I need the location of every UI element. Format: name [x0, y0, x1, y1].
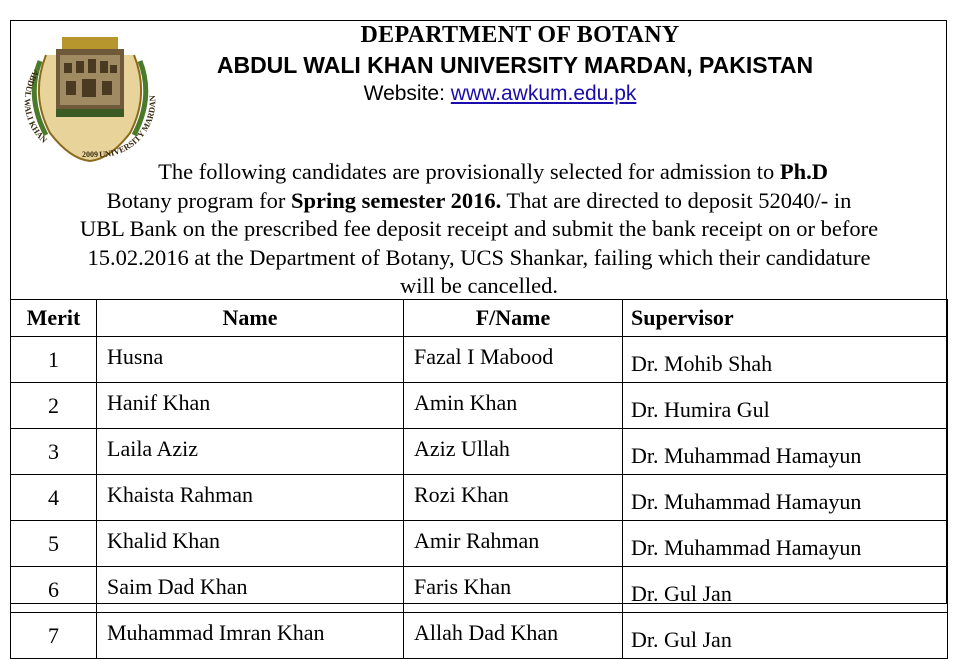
website-label: Website:	[363, 82, 445, 105]
notice-program-bold: Ph.D	[779, 159, 828, 184]
notice-line-3: UBL Bank on the prescribed fee deposit receipt and submit the bank receipt on or before	[79, 216, 879, 241]
cell-name: Laila Aziz	[97, 429, 404, 475]
cell-merit: 2	[11, 383, 97, 429]
table-row	[11, 337, 948, 383]
header-supervisor: Supervisor	[623, 300, 948, 337]
table-row	[11, 567, 948, 613]
seal-left-text: ABDUL WALI KHAN	[22, 68, 50, 145]
cell-fname: Allah Dad Khan	[404, 613, 623, 659]
cell-merit: 4	[11, 475, 97, 521]
header-fname: F/Name	[404, 300, 623, 337]
cell-merit: 3	[11, 429, 97, 475]
notice-line-2-text-a: Botany program for	[106, 187, 291, 213]
cell-supervisor: Dr. Muhammad Hamayun	[623, 521, 948, 567]
cell-fname: Fazal I Mabood	[404, 337, 623, 383]
cell-name: Khaista Rahman	[97, 475, 404, 521]
cell-name: Muhammad Imran Khan	[97, 613, 404, 659]
cell-name: Khalid Khan	[97, 521, 404, 567]
notice-line-1	[12, 158, 946, 187]
university-title: ABDUL WALI KHAN UNIVERSITY MARDAN, PAKISTAN	[216, 52, 814, 78]
department-title: DEPARTMENT OF BOTANY	[360, 22, 680, 48]
seal-right-text: UNIVERSITY MARDAN	[98, 95, 158, 160]
notice-line-1-text: The following candidates are provisionally selected for admission to	[158, 159, 780, 184]
table-row	[11, 475, 948, 521]
header-merit: Merit	[11, 300, 97, 337]
table-header-row	[11, 300, 948, 337]
cell-merit: 6	[11, 567, 97, 613]
cell-supervisor: Dr. Muhammad Hamayun	[623, 475, 948, 521]
merit-list-table	[10, 299, 948, 659]
cell-fname: Rozi Khan	[404, 475, 623, 521]
website-link[interactable]: www.awkum.edu.pk	[450, 82, 637, 105]
cell-supervisor: Dr. Gul Jan	[623, 567, 948, 613]
cell-name: Hanif Khan	[97, 383, 404, 429]
notice-line-4: 15.02.2016 at the Department of Botany, UCS Shankar, failing which their candidature	[87, 244, 871, 270]
cell-fname: Aziz Ullah	[404, 429, 623, 475]
website-line	[170, 82, 830, 106]
cell-supervisor: Dr. Muhammad Hamayun	[623, 429, 948, 475]
cell-name: Saim Dad Khan	[97, 567, 404, 613]
header-name: Name	[97, 300, 404, 337]
cell-fname: Amin Khan	[404, 383, 623, 429]
admission-notice	[12, 158, 946, 301]
cell-merit: 1	[11, 337, 97, 383]
cell-supervisor: Dr. Gul Jan	[623, 613, 948, 659]
notice-line-2-text-c: That are directed to deposit 52040/- in	[501, 187, 852, 213]
cell-merit: 7	[11, 613, 97, 659]
cell-supervisor: Dr. Mohib Shah	[623, 337, 948, 383]
university-seal-logo	[16, 25, 164, 165]
table-row	[11, 429, 948, 475]
cell-merit: 5	[11, 521, 97, 567]
notice-line-5: will be cancelled.	[399, 273, 559, 298]
seal-year: 2009	[82, 150, 98, 159]
cell-supervisor: Dr. Humira Gul	[623, 383, 948, 429]
cell-name: Husna	[97, 337, 404, 383]
table-row	[11, 521, 948, 567]
table-row	[11, 613, 948, 659]
cell-fname: Faris Khan	[404, 567, 623, 613]
cell-fname: Amir Rahman	[404, 521, 623, 567]
table-row	[11, 383, 948, 429]
notice-semester-bold: Spring semester 2016.	[291, 187, 502, 213]
notice-line-2	[12, 187, 946, 216]
